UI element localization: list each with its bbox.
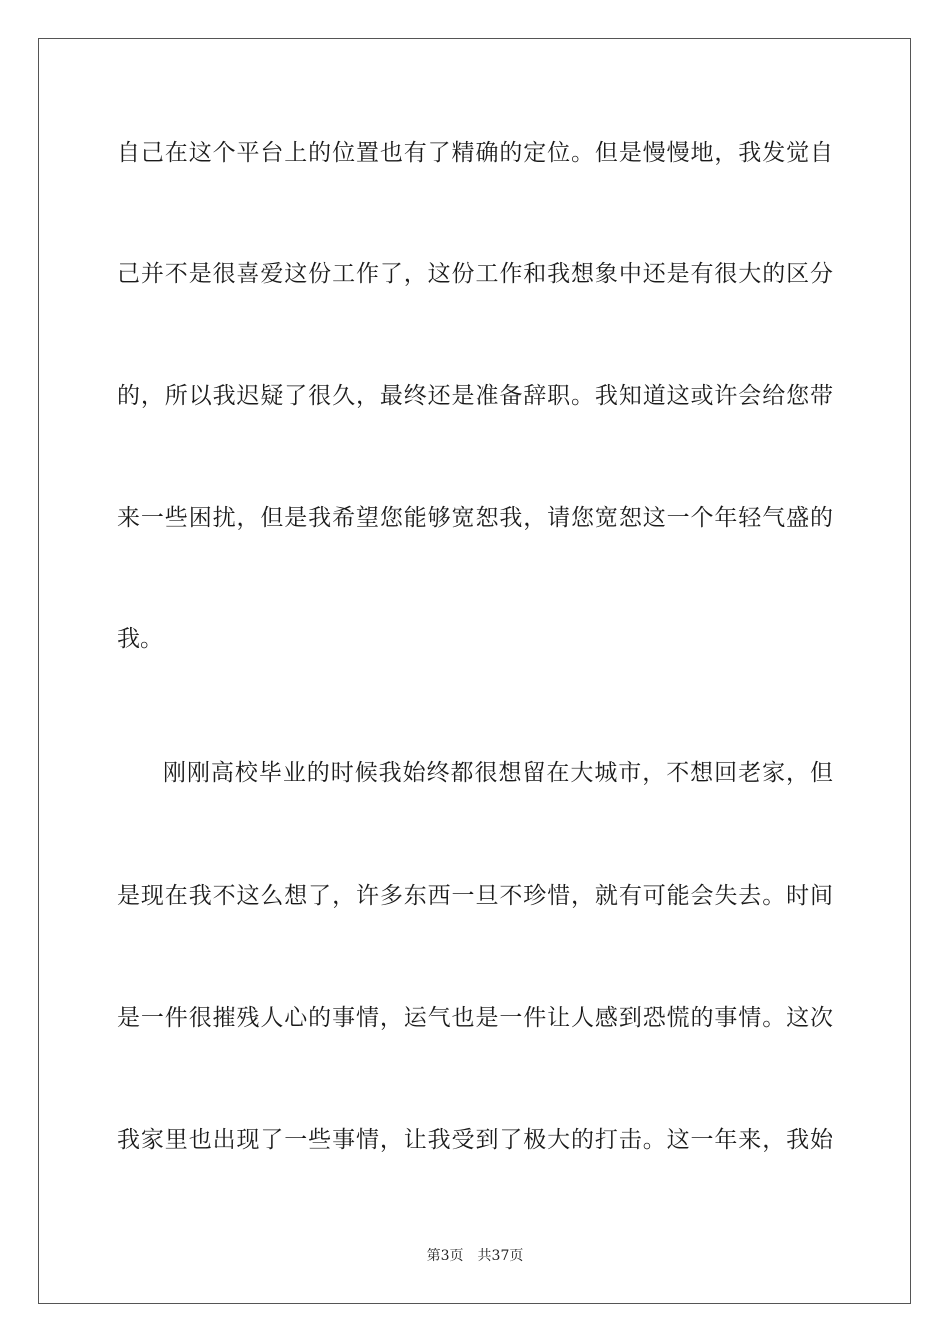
page-border — [38, 38, 911, 1304]
paragraph-1-line-5: 我。 — [117, 626, 163, 652]
paragraph-1-line-3: 的，所以我迟疑了很久，最终还是准备辞职。我知道这或许会给您带 — [117, 383, 833, 409]
paragraph-2-line-1: 刚刚高校毕业的时候我始终都很想留在大城市，不想回老家，但 — [163, 760, 833, 786]
paragraph-1-line-2: 己并不是很喜爱这份工作了，这份工作和我想象中还是有很大的区分 — [117, 261, 833, 287]
page-total: 共37页 — [477, 1248, 524, 1264]
paragraph-2-line-4: 我家里也出现了一些事情，让我受到了极大的打击。这一年来，我始 — [117, 1127, 833, 1153]
paragraph-1-line-1: 自己在这个平台上的位置也有了精确的定位。但是慢慢地，我发觉自 — [117, 140, 833, 166]
page-number: 第3页 — [426, 1248, 464, 1264]
paragraph-2-line-2: 是现在我不这么想了，许多东西一旦不珍惜，就有可能会失去。时间 — [117, 883, 833, 909]
paragraph-1-line-4: 来一些困扰，但是我希望您能够宽恕我，请您宽恕这一个年轻气盛的 — [117, 505, 833, 531]
page-footer — [0, 1247, 950, 1265]
paragraph-2-line-3: 是一件很摧残人心的事情，运气也是一件让人感到恐慌的事情。这次 — [117, 1005, 833, 1031]
